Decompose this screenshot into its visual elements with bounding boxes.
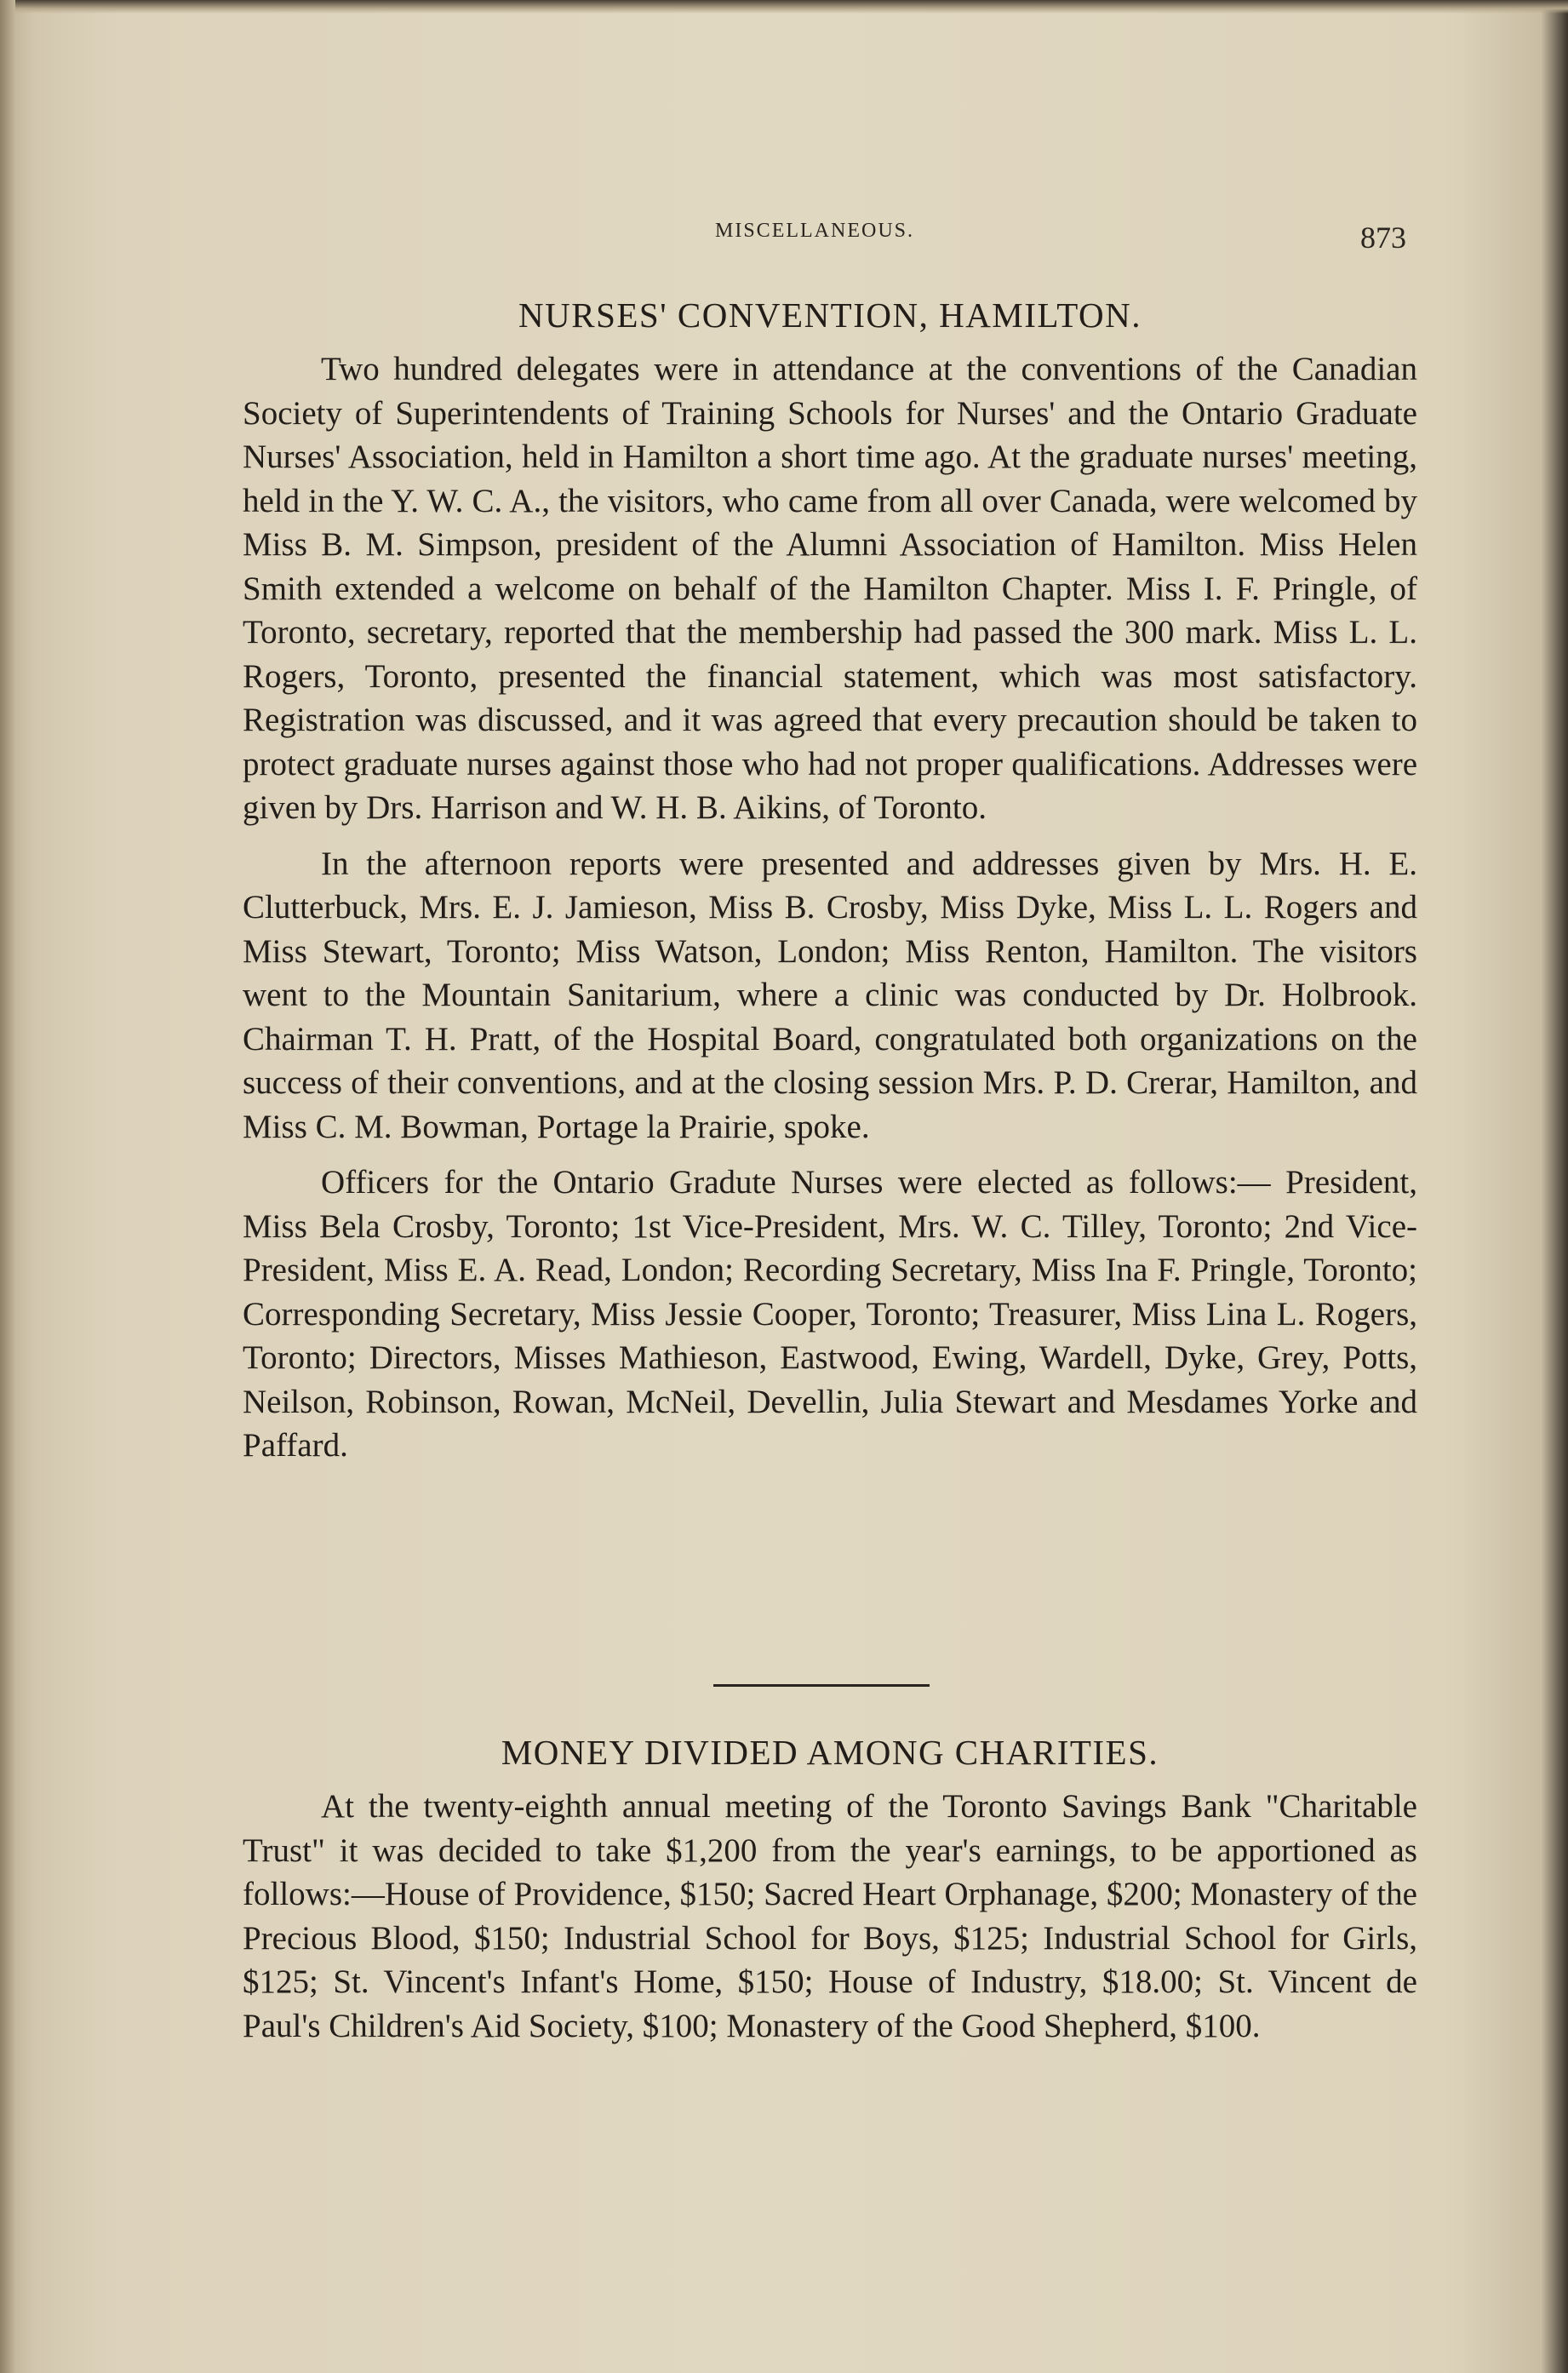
article-paragraph: Officers for the Ontario Gradute Nurses were elected as follows:— President, Miss Bela Crosby, Toronto; 1st Vice-President, Mrs. W. C. Tilley, Toronto; 2nd Vice-President, Miss E. A. Read, London; Recording Secretary, Miss Ina F. Pringle, Toronto; Corresponding Secretary, Miss Jessie Cooper, Toronto; Treasurer, Miss Lina L. Rogers, Toronto; Directors, Misses Mathieson, Eastwood, Ewing, Wardell, Dyke, Grey, Potts, Neilson, Robinson, Rowan, McNeil, Devellin, Julia Stewart and Mesdames Yorke and Paffard. <box>243 1164 1417 1464</box>
section-divider-rule <box>713 1684 930 1687</box>
article-paragraph: Two hundred delegates were in attendance at the conventions of the Canadian Society of Superintendents of Training Schools for Nurses' and the Ontario Graduate Nurses' Association, held in Hamilton a short time ago. At the graduate nurses' meeting, held in the Y. W. C. A., the visitors, who came from all over Canada, were welcomed by Miss B. M. Simpson, president of the Alumni Association of Hamilton. Miss Helen Smith extended a welcome on behalf of the Hamilton Chapter. Miss I. F. Pringle, of Toronto, secretary, reported that the membership had passed the 300 mark. Miss L. L. Rogers, Toronto, presented the financial statement, which was most satisfactory. Registration was discussed, and it was agreed that every precaution should be taken to protect graduate nurses against those who had not proper qualifications. Addresses were given by Drs. Harrison and W. H. B. Aikins, of Toronto. <box>243 351 1417 826</box>
article-title: MONEY DIVIDED AMONG CHARITIES. <box>501 1733 1159 1772</box>
article-money-divided <box>243 1728 1417 2060</box>
article-nurses-convention <box>243 291 1417 1480</box>
running-head: MISCELLANEOUS. <box>715 220 915 242</box>
page-number: 873 <box>1360 221 1406 255</box>
article-paragraph: At the twenty-eighth annual meeting of the Toronto Savings Bank "Charitable Trust" it was decided to take $1,200 from the year's earnings, to be apportioned as follows:—House of Providence, $150; Sacred Heart Orphanage, $200; Monastery of the Precious Blood, $150; Industrial School for Boys, $125; Industrial School for Girls, $125; St. Vincent's Infant's Home, $150; House of Industry, $18.00; St. Vincent de Paul's Children's Aid Society, $100; Monastery of the Good Shepherd, $100. <box>243 1788 1417 2044</box>
page-gutter-shadow <box>0 0 15 2373</box>
article-title: NURSES' CONVENTION, HAMILTON. <box>518 295 1142 335</box>
article-paragraph: In the afternoon reports were presented and addresses given by Mrs. H. E. Clutterbuck, Mrs. E. J. Jamieson, Miss B. Crosby, Miss Dyke, Miss L. L. Rogers and Miss Stewart, Toronto; Miss Watson, London; Miss Renton, Hamilton. The visitors went to the Mountain Sanitarium, where a clinic was conducted by Dr. Holbrook. Chairman T. H. Pratt, of the Hospital Board, congratulated both organizations on the success of their conventions, and at the closing session Mrs. P. D. Crerar, Hamilton, and Miss C. M. Bowman, Portage la Prairie, spoke. <box>243 845 1417 1145</box>
